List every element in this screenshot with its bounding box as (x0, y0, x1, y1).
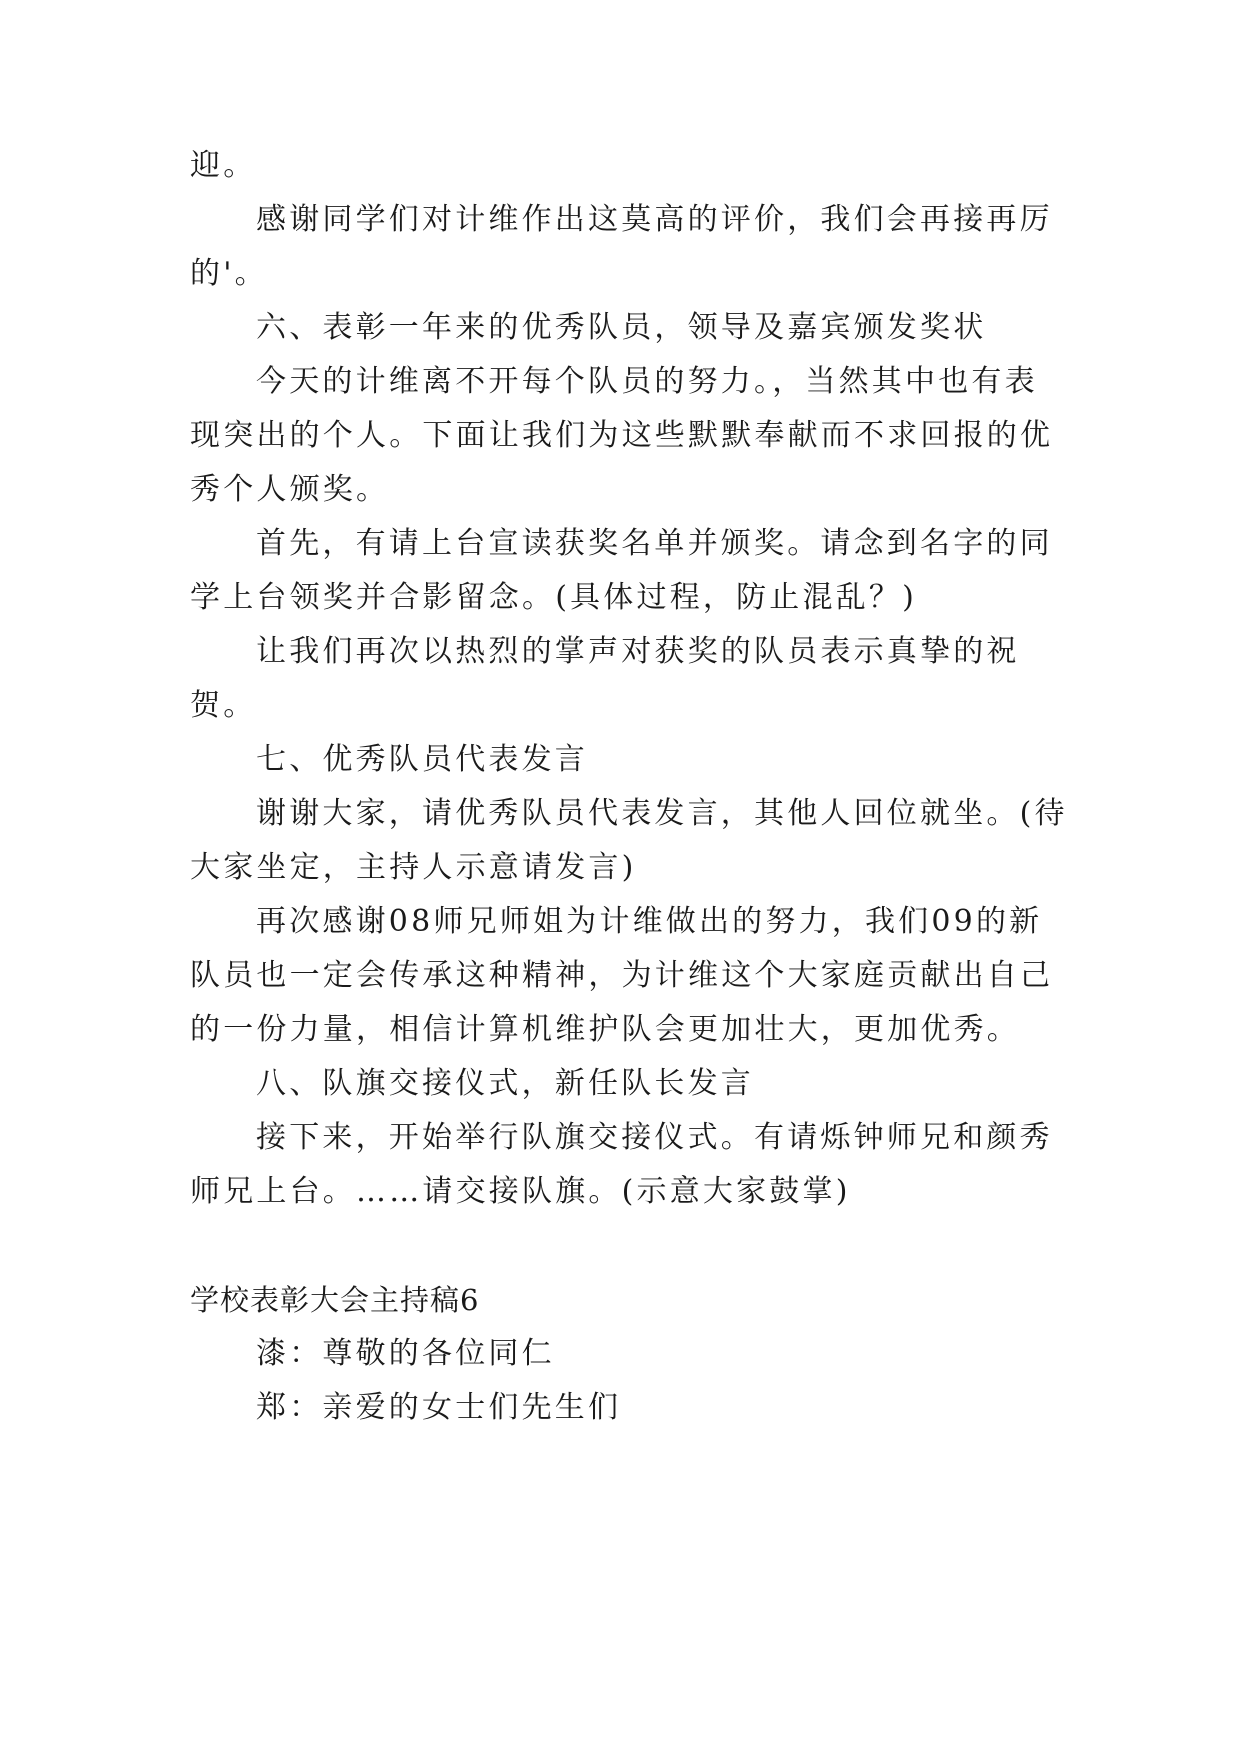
text-line: 的'。 (190, 256, 268, 291)
text-line: 首先，有请上台宣读获奖名单并颁奖。请念到名字的同 (256, 526, 1053, 561)
text-line: 接下来，开始举行队旗交接仪式。有请烁钟师兄和颜秀 (256, 1120, 1053, 1155)
text-line: 的一份力量，相信计算机维护队会更加壮大，更加优秀。 (190, 1012, 1020, 1047)
text-line: 七、优秀队员代表发言 (256, 742, 588, 777)
text-line: 迎。 (190, 148, 257, 183)
text-line: 八、队旗交接仪式，新任队长发言 (256, 1066, 754, 1101)
text-line: 漆：尊敬的各位同仁 (256, 1336, 555, 1371)
text-line: 大家坐定，主持人示意请发言) (190, 850, 637, 885)
text-line: 郑：亲爱的女士们先生们 (256, 1390, 622, 1425)
text-line: 队员也一定会传承这种精神，为计维这个大家庭贡献出自己 (190, 958, 1054, 993)
text-line: 秀个人颁奖。 (190, 472, 390, 507)
text-line: 让我们再次以热烈的掌声对获奖的队员表示真挚的祝 (256, 634, 1020, 669)
text-line: 学上台领奖并合影留念。(具体过程，防止混乱？) (190, 580, 918, 615)
text-line: 师兄上台。……请交接队旗。(示意大家鼓掌) (190, 1174, 851, 1209)
text-line: 感谢同学们对计维作出这莫高的评价，我们会再接再厉 (256, 202, 1053, 237)
text-line: 贺。 (190, 688, 257, 723)
text-line: 现突出的个人。下面让我们为这些默默奉献而不求回报的优 (190, 418, 1054, 453)
section-title: 学校表彰大会主持稿6 (190, 1283, 480, 1317)
text-line: 六、表彰一年来的优秀队员，领导及嘉宾颁发奖状 (256, 310, 987, 345)
text-line: 再次感谢08师兄师姐为计维做出的努力，我们09的新 (256, 904, 1043, 939)
text-line: 谢谢大家，请优秀队员代表发言，其他人回位就坐。(待 (256, 796, 1068, 831)
text-line: 今天的计维离不开每个队员的努力。，当然其中也有表 (256, 364, 1038, 399)
